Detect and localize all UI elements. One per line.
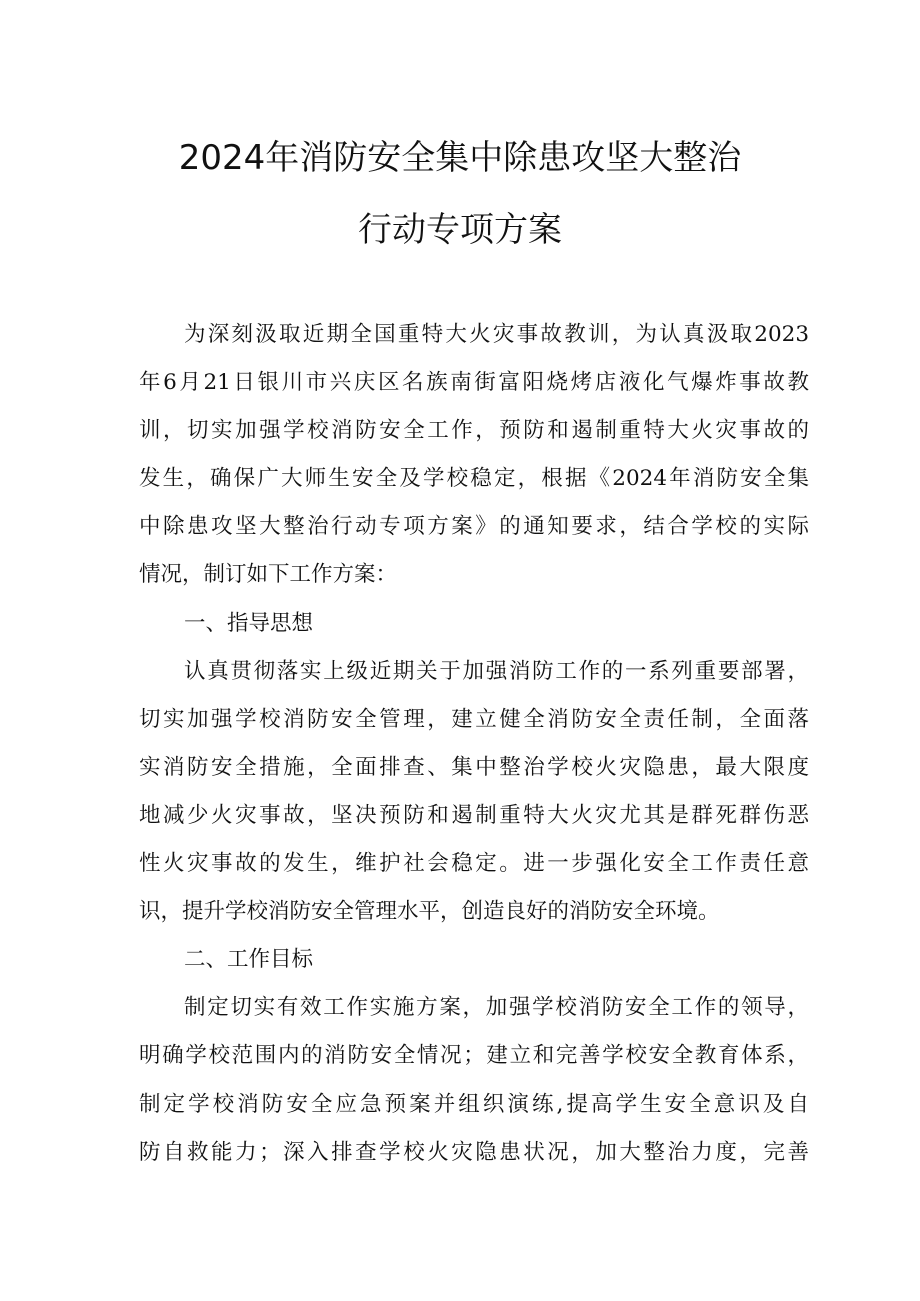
- section1-line: 认真贯彻落实上级近期关于加强消防工作的一系列重要部署，: [184, 658, 809, 684]
- section1-line: 识，提升学校消防安全管理水平，创造良好的消防安全环境。: [139, 899, 720, 925]
- section2-line: 制定切实有效工作实施方案，加强学校消防安全工作的领导，: [184, 995, 809, 1021]
- intro-line: 情况，制订如下工作方案：: [139, 562, 398, 588]
- section1-line: 实消防安全措施，全面排查、集中整治学校火灾隐患，最大限度: [139, 754, 809, 780]
- section-heading-guiding-ideology: 一、指导思想: [184, 610, 314, 636]
- section1-line: 地减少火灾事故，坚决预防和遏制重特大火灾尤其是群死群伤恶: [139, 802, 809, 828]
- intro-line: 发生，确保广大师生安全及学校稳定，根据《2024年消防安全集: [139, 466, 809, 492]
- section2-line: 制定学校消防安全应急预案并组织演练,提高学生安全意识及自: [139, 1091, 809, 1117]
- intro-line: 中除患攻坚大整治行动专项方案》的通知要求，结合学校的实际: [139, 514, 809, 540]
- document-body: [139, 311, 809, 1177]
- document-title-line-2: 行动专项方案: [358, 210, 562, 250]
- document-title-line-1: 2024年消防安全集中除患攻坚大整治: [178, 138, 742, 178]
- intro-line: 为深刻汲取近期全国重特大火灾事故教训，为认真汲取2023: [184, 322, 809, 347]
- section2-line: 明确学校范围内的消防安全情况；建立和完善学校安全教育体系，: [139, 1043, 809, 1069]
- intro-line: 年6月21日银川市兴庆区名族南街富阳烧烤店液化气爆炸事故教: [139, 370, 809, 396]
- section1-line: 切实加强学校消防安全管理，建立健全消防安全责任制，全面落: [139, 706, 809, 732]
- intro-line: 训，切实加强学校消防安全工作，预防和遏制重特大火灾事故的: [139, 418, 809, 444]
- section2-line: 防自救能力；深入排查学校火灾隐患状况，加大整治力度，完善: [139, 1139, 809, 1165]
- section-heading-work-goals: 二、工作目标: [184, 947, 314, 973]
- section1-line: 性火灾事故的发生，维护社会稳定。进一步强化安全工作责任意: [139, 851, 809, 877]
